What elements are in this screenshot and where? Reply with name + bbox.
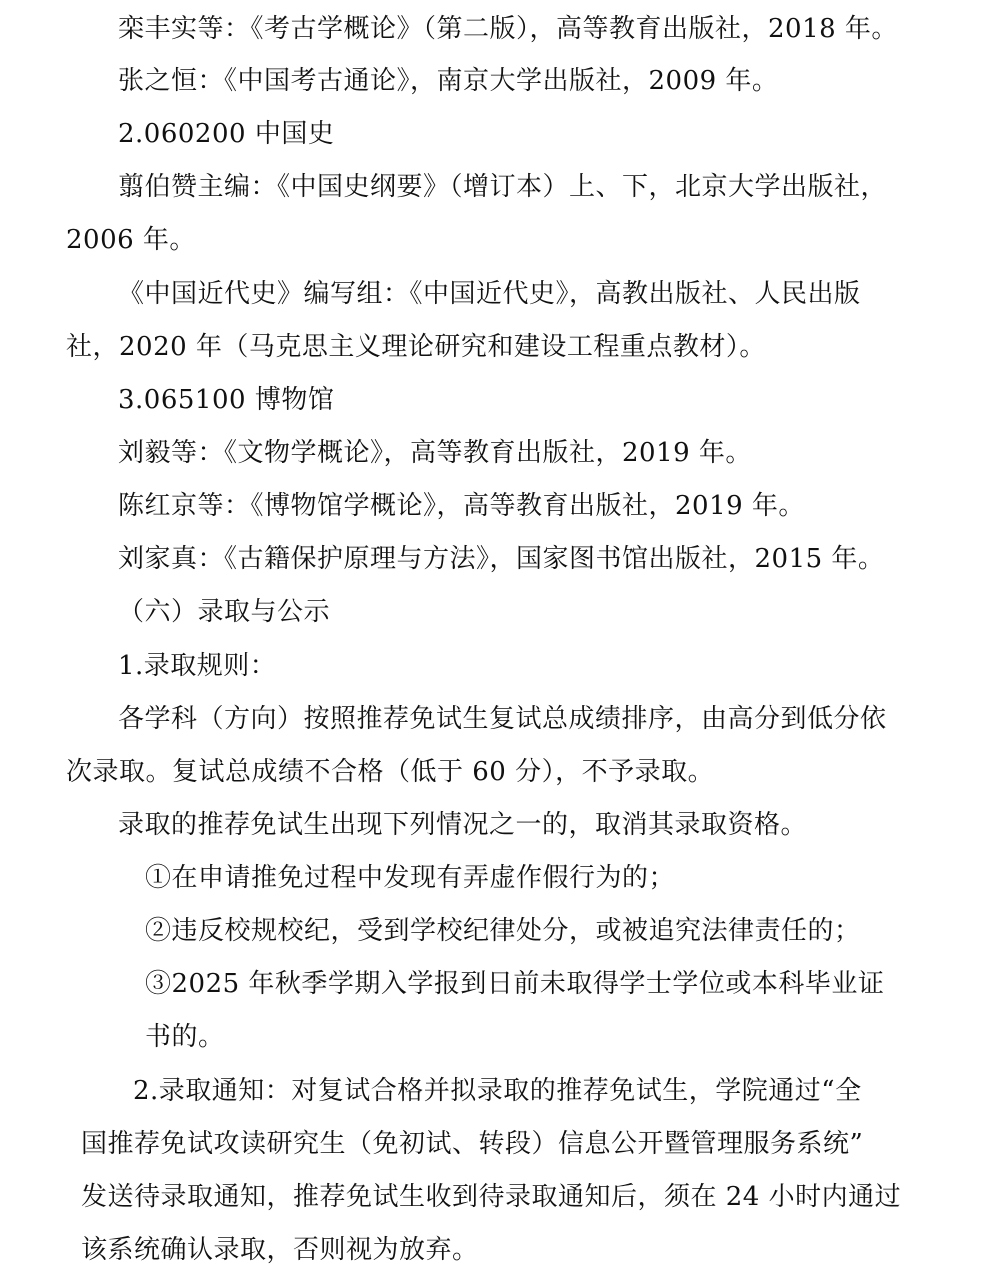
list-item-1: ①在申请推免过程中发现有弄虚作假行为的； xyxy=(145,863,676,893)
heading-chinese-history: 2.060200 中国史 xyxy=(118,119,335,149)
heading-admission-rules: 1.录取规则： xyxy=(118,651,277,681)
list-item-2: ②违反校规校纪，受到学校纪律处分，或被追究法律责任的； xyxy=(145,916,861,946)
reference-liu-yi: 刘毅等：《文物学概论》，高等教育出版社，2019 年。 xyxy=(118,438,752,468)
paragraph-notification-cont-1: 国推荐免试攻读研究生（免初试、转段）信息公开暨管理服务系统” xyxy=(81,1129,864,1159)
reference-liu-jiazhen: 刘家真：《古籍保护原理与方法》，国家图书馆出版社，2015 年。 xyxy=(118,544,885,574)
paragraph-disqualification: 录取的推荐免试生出现下列情况之一的，取消其录取资格。 xyxy=(118,810,808,840)
list-item-3-cont: 书的。 xyxy=(145,1022,225,1052)
reference-modern-history: 《中国近代史》编写组：《中国近代史》，高教出版社、人民出版 xyxy=(118,279,861,309)
paragraph-notification: 2.录取通知：对复试合格并拟录取的推荐免试生，学院通过“全 xyxy=(133,1076,862,1106)
heading-museum: 3.065100 博物馆 xyxy=(118,385,335,415)
paragraph-notification-cont-3: 该系统确认录取，否则视为放弃。 xyxy=(81,1235,479,1265)
paragraph-ranking: 各学科（方向）按照推荐免试生复试总成绩排序，由高分到低分依 xyxy=(118,704,887,734)
paragraph-notification-cont-2: 发送待录取通知，推荐免试生收到待录取通知后，须在 24 小时内通过 xyxy=(81,1182,902,1212)
paragraph-ranking-cont: 次录取。复试总成绩不合格（低于 60 分），不予录取。 xyxy=(66,757,715,787)
section-heading-admission: （六）录取与公示 xyxy=(118,597,331,627)
reference-jian-bozan-cont: 2006 年。 xyxy=(66,225,196,255)
reference-chen-hongjing: 陈红京等：《博物馆学概论》，高等教育出版社，2019 年。 xyxy=(118,491,805,521)
reference-luan-fengshi: 栾丰实等：《考古学概论》（第二版），高等教育出版社，2018 年。 xyxy=(118,14,898,44)
reference-zhang-zhiheng: 张之恒：《中国考古通论》，南京大学出版社，2009 年。 xyxy=(118,66,779,96)
list-item-3: ③2025 年秋季学期入学报到日前未取得学士学位或本科毕业证 xyxy=(145,969,885,999)
reference-modern-history-cont: 社，2020 年（马克思主义理论研究和建设工程重点教材）。 xyxy=(66,332,766,362)
reference-jian-bozan: 翦伯赞主编：《中国史纲要》（增订本）上、下，北京大学出版社， xyxy=(118,172,888,202)
